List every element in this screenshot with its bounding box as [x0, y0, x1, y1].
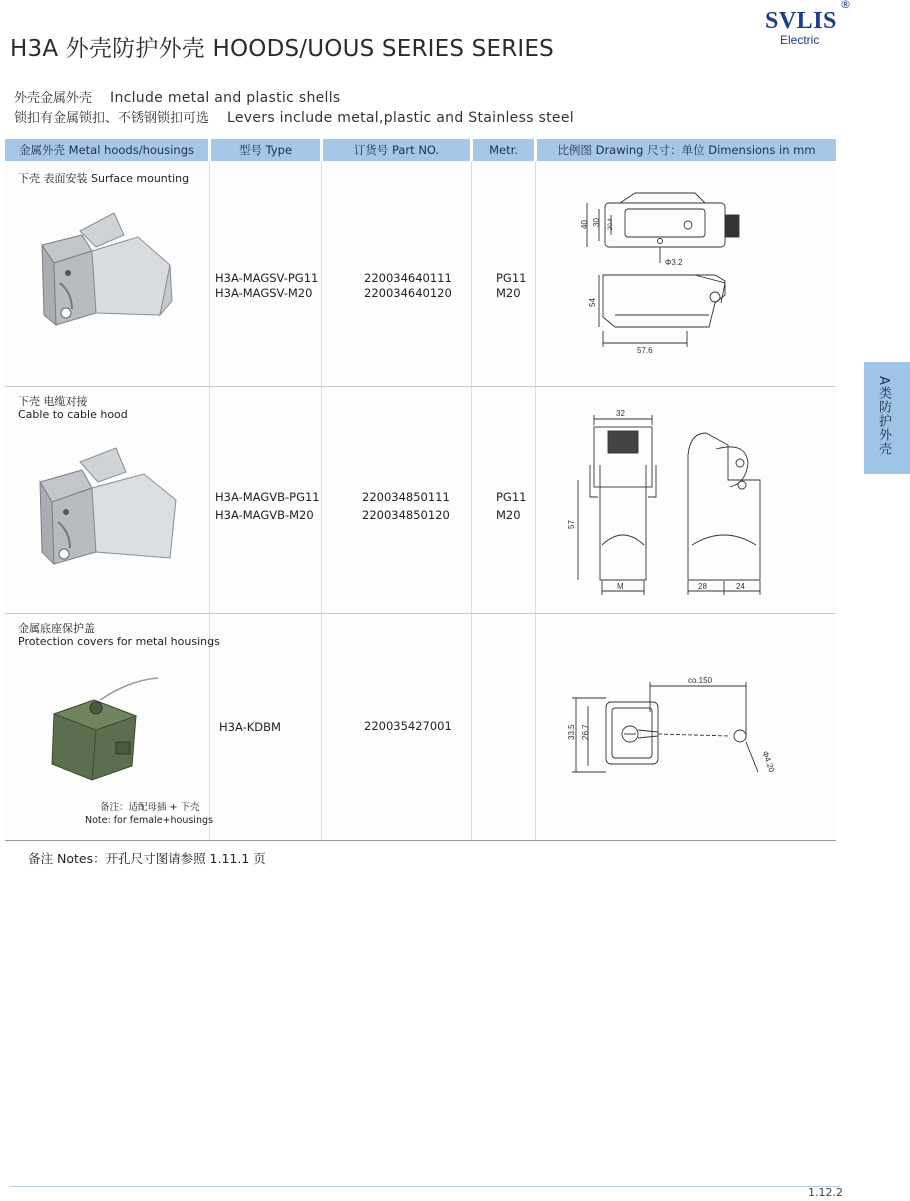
section-tab	[864, 362, 910, 474]
dimension-label: 54	[588, 298, 597, 307]
column-header-drawing: 比例图 Drawing 尺寸：单位 Dimensions in mm	[537, 139, 836, 161]
intro-cn: 外壳金属外壳	[14, 91, 93, 106]
brand-logo	[760, 2, 860, 52]
row-divider	[5, 386, 836, 387]
type-value: H3A-KDBM	[219, 720, 281, 734]
row1-description-cn: 下壳 表面安装 Surface mounting	[18, 172, 190, 185]
row3-description-cn: 金属底座保护盖	[18, 622, 95, 635]
logo-subtitle: Electric	[780, 33, 820, 47]
protection-cover-photo	[40, 670, 170, 785]
column-header-metr: Metr.	[473, 139, 534, 161]
column-divider	[321, 161, 322, 840]
row-divider	[5, 613, 836, 614]
protection-cover-dimension-drawing	[560, 672, 780, 782]
column-divider	[209, 161, 210, 840]
intro-line-1	[14, 87, 341, 106]
intro-cn: 锁扣有金属锁扣、不锈钢锁扣可选	[14, 111, 210, 126]
row3-description-en: Protection covers for metal housings	[18, 635, 220, 648]
page-title: H3A 外壳防护外壳 HOODS/UOUS SERIES SERIES	[10, 36, 554, 62]
section-tab-label: A类防护外壳	[876, 376, 891, 456]
metr-value: PG11	[496, 490, 527, 504]
column-header-part-no: 订货号 Part NO.	[323, 139, 470, 161]
surface-mount-dimension-drawing	[575, 185, 755, 365]
dimension-label: 28	[698, 582, 707, 591]
column-header-type: 型号 Type	[211, 139, 320, 161]
row2-description-en: Cable to cable hood	[18, 408, 128, 421]
metr-value: M20	[496, 286, 521, 300]
intro-line-2	[14, 107, 574, 126]
dimension-label: 33.5	[567, 724, 576, 740]
table-bottom-border	[5, 840, 836, 841]
dimension-label: 24	[736, 582, 745, 591]
type-value: H3A-MAGVB-PG11	[215, 490, 320, 504]
row3-note-cn: 备注：适配母插 + 下壳	[100, 802, 200, 813]
footer-divider	[10, 1186, 840, 1187]
logo-registered-mark: ®	[840, 0, 851, 11]
dimension-label: 32	[616, 409, 625, 418]
cable-to-cable-dimension-drawing	[560, 405, 780, 600]
dimension-label: Φ4.20	[760, 749, 777, 774]
footnote: 备注 Notes：开孔尺寸图请参照 1.11.1 页	[28, 851, 266, 866]
metr-value: M20	[496, 508, 521, 522]
dimension-label: Φ3.2	[665, 258, 683, 267]
part-number-value: 220035427001	[364, 719, 452, 733]
surface-mount-hood-photo	[20, 205, 180, 345]
dimension-label: 40	[580, 220, 589, 229]
part-number-value: 220034850111	[362, 490, 450, 504]
row2-description-cn: 下壳 电缆对接	[18, 395, 88, 408]
type-value: H3A-MAGSV-M20	[215, 286, 313, 300]
column-header-housings: 金属外壳 Metal hoods/housings	[5, 139, 208, 161]
dimension-label: co.150	[688, 676, 713, 685]
dimension-label: 30	[592, 218, 601, 227]
intro-en: Include metal and plastic shells	[110, 90, 341, 106]
dimension-label: 57	[567, 520, 576, 529]
logo-name: SVLIS	[765, 8, 837, 34]
dimension-label: 26.7	[581, 724, 590, 740]
intro-en: Levers include metal,plastic and Stainless steel	[227, 110, 574, 126]
row3-note-en: Note: for female+housings	[85, 815, 213, 826]
dimension-label: M	[617, 582, 624, 591]
cable-to-cable-hood-photo	[20, 440, 190, 580]
metr-value: PG11	[496, 271, 527, 285]
type-value: H3A-MAGVB-M20	[215, 508, 314, 522]
dimension-label: 20.4	[608, 218, 614, 230]
column-divider	[471, 161, 472, 840]
dimension-label: 57.6	[637, 346, 653, 355]
column-divider	[535, 161, 536, 840]
page-number: 1.12.2	[808, 1186, 843, 1199]
part-number-value: 220034640111	[364, 271, 452, 285]
type-value: H3A-MAGSV-PG11	[215, 271, 319, 285]
part-number-value: 220034640120	[364, 286, 452, 300]
part-number-value: 220034850120	[362, 508, 450, 522]
